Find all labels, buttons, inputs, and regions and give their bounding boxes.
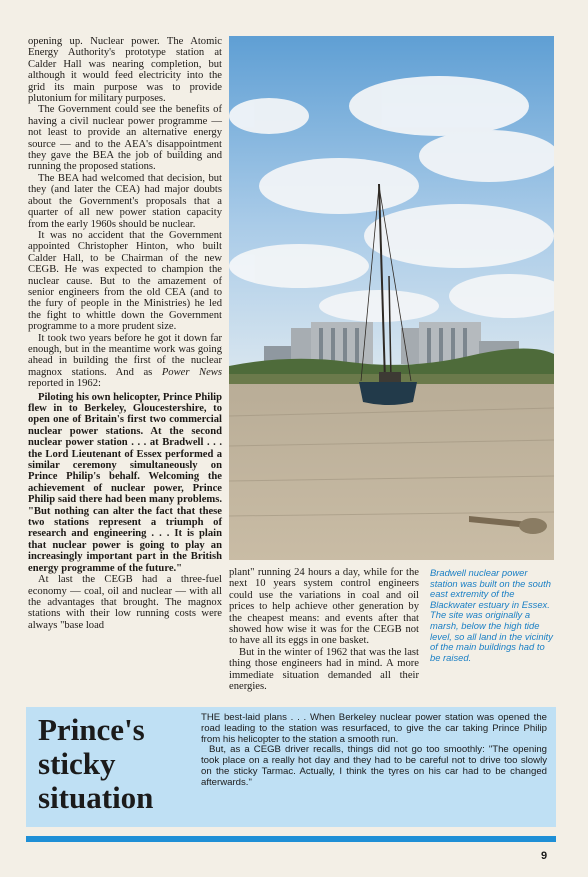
sidebar-text	[201, 713, 547, 789]
photo-bradwell-estuary	[229, 36, 554, 560]
sidebar-title-line: Prince's	[38, 712, 145, 747]
article-paragraph: The BEA had welcomed that decision, but they (and later the CEA) had major doubts about the Government's proposals that a quarter of all new power station capacity from the early 1960s should be nuclear.	[28, 172, 222, 230]
article-paragraph: It was no accident that the Government appointed Christopher Hinton, who built Calder Hall, to be Chairman of the new CEGB. He was expected to champion the nuclear cause. But to the amazement of senior engineers from the old CEA (and to the fury of people in the Ministries) he led the fight to whittle down the Government programme to a more prudent size.	[28, 229, 222, 333]
middle-article-column	[229, 567, 419, 692]
publication-name: Power News	[161, 366, 222, 378]
sidebar-title	[38, 713, 198, 815]
sidebar-box	[26, 707, 556, 827]
page-number: 9	[541, 850, 548, 862]
sidebar-paragraph: But, as a CEGB driver recalls, things did not go too smoothly: "The opening took place on a really hot day and they had to be careful not to drive too slowly on the sticky Tarmac. Actually, I think the tyres on his car had to be changed afterwards."	[201, 744, 547, 788]
news-quote: Piloting his own helicopter, Prince Philip flew in to Berkeley, Gloucestershire, to open one of Britain's first two commercial nuclear power stations. At the second nuclear power station . . . at Bradwell . . . the Lord Lieutenant of Essex performed a similar ceremony simultaneously on Prince Philip's behalf. Welcoming the achievement of nuclear power, Prince Philip said there had been many problems. "But nothing can alter the fact that these two stations represent a triumph of research and engineering . . . It is plain that nuclear power is going to play an increasingly important part in the British energy programme of the future."	[28, 391, 222, 574]
article-paragraph: The Government could see the benefits of having a civil nuclear power programme — not least to provide an alternative energy source — and to the AEA's disappointment they gave the BEA the job of building and running the proposed stations.	[28, 104, 222, 173]
photo-illustration	[229, 36, 554, 560]
footer-rule	[26, 836, 556, 842]
left-article-column	[28, 36, 222, 631]
article-paragraph-text: It took two years before he got it down far enough, but in the meantime work was going ahead in building the first of the nuclear magnox stations. And as	[28, 332, 222, 378]
article-paragraph: plant" running 24 hours a day, while for the next 10 years system control engineers could use the variations in coal and oil prices to help achieve other generation by the cheapest means: and events after that showed how wise it was for the CEGB not to have all its eggs in one basket.	[229, 567, 419, 647]
article-paragraph-tail: reported in 1962:	[28, 378, 101, 390]
article-paragraph	[28, 333, 222, 390]
sidebar-paragraph: THE best-laid plans . . . When Berkeley nuclear power station was opened the road leading to the station was resurfaced, to give the car taking Prince Philip from his helicopter to the station a smooth run.	[201, 712, 547, 745]
article-paragraph: opening up. Nuclear power. The Atomic Energy Authority's prototype station at Calder Hall was nearing completion, but although it would feed electricity into the grid its main purpose was to provide plutonium for military purposes.	[28, 36, 222, 105]
article-paragraph: But in the winter of 1962 that was the last thing those engineers had in mind. A more immediate situation demanded all their energies.	[229, 646, 419, 693]
article-paragraph: At last the CEGB had a three-fuel economy — coal, oil and nuclear — with all the advantages that brought. The magnox stations with their low running costs were always "base load	[28, 574, 222, 631]
photo-caption: Bradwell nuclear power station was built on the south east extremity of the Blackwater estuary in Essex. The site was originally a marsh, below the high tide level, so all land in the vicinity of the main buildings had to be raised.	[430, 567, 553, 663]
sidebar-title-line: situation	[38, 780, 154, 815]
sidebar-title-line: sticky	[38, 746, 116, 781]
